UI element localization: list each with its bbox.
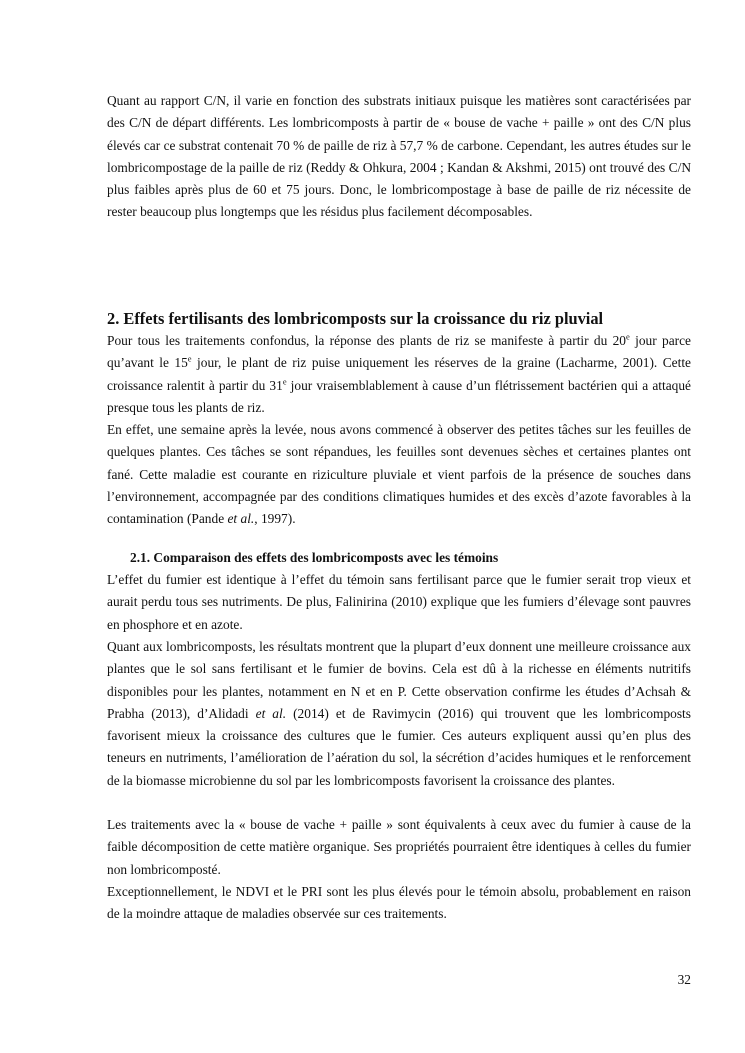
text-run: En effet, une semaine après la levée, nous avons commencé à observer des petites tâches sur les feuilles de quelques plantes. Ces tâches se sont répandues, les feuilles sont devenues sèches et certaines plantes ont fané. Cette maladie est courante en riziculture pluviale et vient parfois de la présence de souches dans l’environnement, accompagnée par des conditions climatiques humides et des excès d’azote favorables à la contamination (Pande	[107, 422, 691, 527]
section-heading: 2. Effets fertilisants des lombricomposts sur la croissance du riz pluvial	[107, 309, 604, 328]
intro-paragraph: Quant au rapport C/N, il varie en fonction des substrats initiaux puisque les matières sont caractérisées par des C/N de départ différents. Les lombricomposts à partir de « bouse de vache + paille » ont des C/N plus élevés car ce substrat contenait 70 % de paille de riz à 57,7 % de carbone. Cependant, les autres études sur le lombricompostage de la paille de riz (Reddy & Ohkura, 2004 ; Kandan & Akshmi, 2015) ont trouvé des C/N plus faibles après plus de 60 et 75 jours. Donc, le lombricompostage à base de paille de riz nécessite de rester beaucoup plus longtemps que les résidus plus facilement décomposables.	[107, 93, 691, 220]
text-run: , 1997).	[254, 511, 296, 527]
subsection-paragraph-4: Exceptionnellement, le NDVI et le PRI sont les plus élevés pour le témoin absolu, probablement en raison de la moindre attaque de maladies observée sur ces traitements.	[107, 884, 691, 922]
superscript: e	[282, 376, 287, 387]
page-number: 32	[677, 972, 691, 987]
text-run: jour vraisemblablement à cause d’un flétrissement bactérien qui a attaqué presque tous les plants de riz.	[107, 377, 691, 415]
subsection-paragraph-2	[107, 636, 691, 792]
subsection-paragraph-1: L’effet du fumier est identique à l’effet du témoin sans fertilisant parce que le fumier serait trop vieux et aurait perdu tous ses nutriments. De plus, Falinirina (2010) explique que les fumiers d’élevage sont pauvres en phosphore et en azote.	[107, 572, 691, 632]
superscript: e	[626, 331, 630, 342]
text-run: (2014) et de Ravimycin (2016) qui trouvent que les lombricomposts favorisent mieux la croissance des cultures que le fumier. Ces auteurs expliquent aussi qu’en plus des teneurs en nutriments, l’amélioration de l’aération du sol, la sécrétion d’acides humiques et le renforcement de la biomasse microbienne du sol par les lombricomposts favorisent la croissance des plantes.	[107, 705, 691, 788]
section-paragraph-2	[107, 419, 691, 530]
italic-text: et al.	[255, 705, 287, 721]
text-run: Quant aux lombricomposts, les résultats montrent que la plupart d’eux donnent une meilleure croissance aux plantes que le sol sans fertilisant et le fumier de bovins. Cela est dû à la richesse en éléments nutritifs disponibles pour les plantes, notamment en N et en P. Cette observation confirme les études d’Achsah & Prabha (2013), d’Alidadi	[107, 639, 691, 721]
section-paragraph-1	[107, 330, 691, 419]
subsection-paragraph-3: Les traitements avec la « bouse de vache + paille » sont équivalents à ceux avec du fumier à cause de la faible décomposition de cette matière organique. Ses propriétés pourraient être identiques à celles du fumier non lombricomposté.	[107, 817, 691, 877]
text-run: jour, le plant de riz puise uniquement les réserves de la graine (Lacharme, 2001). Cette croissance ralentit à partir du 31	[107, 355, 691, 393]
italic-text: et al.	[227, 511, 255, 527]
superscript: e	[187, 353, 192, 364]
text-run: Pour tous les traitements confondus, la réponse des plants de riz se manifeste à partir du 20	[107, 333, 627, 348]
subsection-heading: 2.1. Comparaison des effets des lombricomposts avec les témoins	[130, 550, 499, 565]
text-run: jour parce qu’avant le 15	[107, 333, 691, 371]
